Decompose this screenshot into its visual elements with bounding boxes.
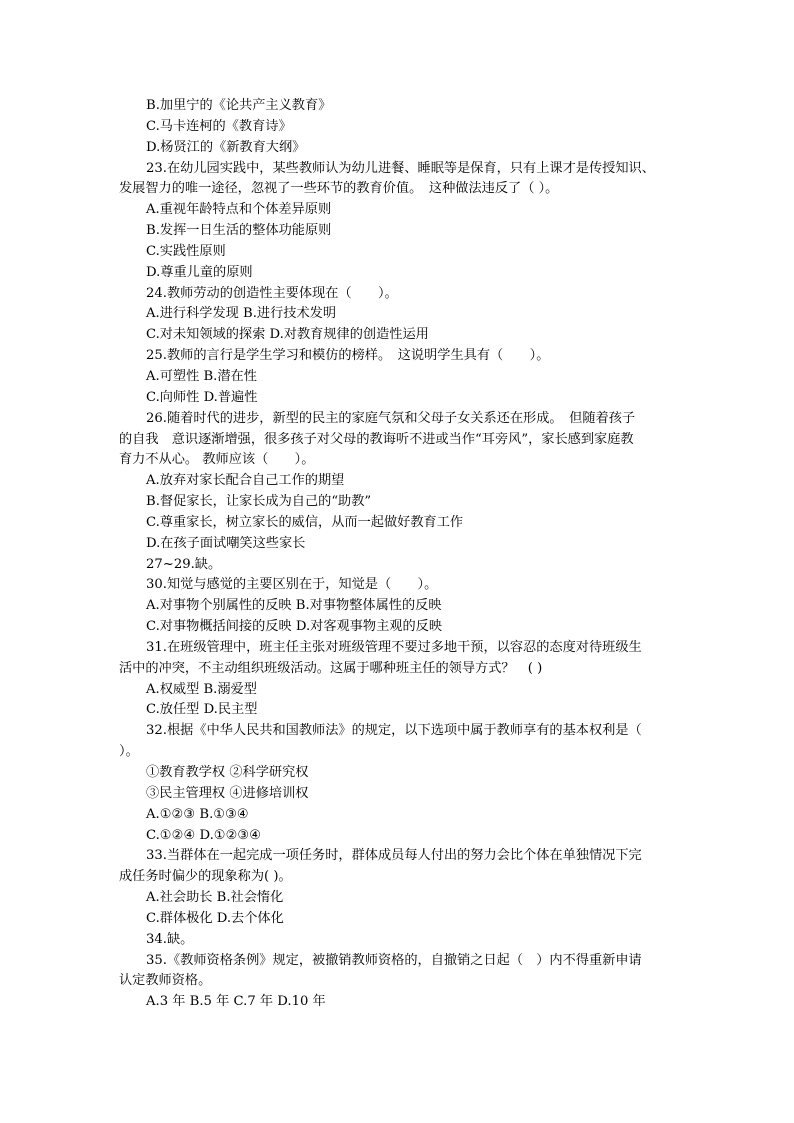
question-line: 26.随着时代的进步，新型的民主的家庭气氛和父母子女关系还在形成。 但随着孩子	[146, 410, 636, 426]
answer-option-line: C.尊重家长，树立家长的威信，从而一起做好教育工作	[146, 514, 464, 530]
continuation-line: 认定教师资格。	[119, 973, 212, 989]
answer-option-line: C.向师性 D.普遍性	[146, 389, 258, 405]
question-line: 23.在幼儿园实践中，某些教师认为幼儿进餐、睡眠等是保育，只有上课才是传授知识、	[146, 160, 655, 176]
continuation-line: 活中的冲突，不主动组织班级活动。这属于哪种班主任的领导方式？ ( )	[119, 660, 543, 676]
continuation-line: ）。	[119, 744, 139, 760]
answer-option-line: ①教育教学权 ②科学研究权	[146, 765, 309, 780]
answer-option-line: A.可塑性 B.潜在性	[146, 368, 257, 384]
answer-option-line: A.权威型 B.溺爱型	[146, 681, 257, 697]
answer-option-line: A.3 年 B.5 年 C.7 年 D.10 年	[146, 994, 326, 1010]
answer-option-line: A.对事物个别属性的反映 B.对事物整体属性的反映	[146, 598, 442, 614]
question-line: 25.教师的言行是学生学习和模仿的榜样。 这说明学生具有（ ）。	[146, 348, 550, 364]
answer-option-line: A.①②③ B.①③④	[146, 806, 249, 822]
question-line: 30.知觉与感觉的主要区别在于，知觉是（ ）。	[146, 577, 438, 593]
answer-option-line: B.督促家长，让家长成为自己的“助教”	[146, 494, 372, 510]
answer-option-line: A.进行科学发现 B.进行技术发明	[146, 306, 337, 322]
continuation-line: 发展智力的唯一途径，忽视了一些环节的教育价值。 这种做法违反了（ ）。	[119, 181, 559, 197]
answer-option-line: ③民主管理权 ④进修培训权	[146, 785, 309, 801]
answer-option-line: C.对事物概括间接的反映 D.对客观事物主观的反映	[146, 619, 443, 635]
question-line: 24.教师劳动的创造性主要体现在（ ）。	[146, 285, 398, 301]
continuation-line: 成任务时偏少的现象称为( )。	[119, 869, 292, 885]
answer-option-line: A.放弃对家长配合自己工作的期望	[146, 473, 345, 489]
answer-option-line: C.①②④ D.①②③④	[146, 827, 262, 843]
answer-option-line: D.尊重儿童的原则	[146, 264, 253, 280]
answer-option-line: A.社会助长 B.社会惰化	[146, 890, 284, 906]
exam-text-body	[119, 96, 684, 1013]
answer-option-line: C.放任型 D.民主型	[146, 702, 258, 718]
answer-option-line: C.对未知领域的探索 D.对教育规律的创造性运用	[146, 327, 429, 343]
answer-option-line: B.发挥一日生活的整体功能原则	[146, 223, 332, 239]
answer-option-line: C.群体极化 D.去个体化	[146, 910, 284, 926]
answer-option-line: C.马卡连柯的《教育诗》	[146, 118, 292, 134]
question-line: 34.缺。	[146, 931, 194, 947]
question-line: 35.《教师资格条例》规定，被撤销教师资格的，自撤销之日起（ ）内不得重新申请	[146, 952, 642, 968]
question-line: 27~29.缺。	[146, 556, 222, 572]
answer-option-line: D.杨贤江的《新教育大纲》	[146, 139, 306, 155]
answer-option-line: C.实践性原则	[146, 243, 226, 259]
question-line: 31.在班级管理中，班主任主张对班级管理不要过多地干预，以容忍的态度对待班级生	[146, 639, 642, 655]
question-line: 32.根据《中华人民共和国教师法》的规定，以下选项中属于教师享有的基本权利是（	[146, 723, 642, 739]
continuation-line: 的自我 意识逐渐增强，很多孩子对父母的教诲听不进或当作“耳旁风”，家长感到家庭教	[119, 431, 634, 447]
question-line: 33.当群体在一起完成一项任务时，群体成员每人付出的努力会比个体在单独情况下完	[146, 848, 642, 864]
answer-option-line: B.加里宁的《论共产主义教育》	[146, 98, 332, 113]
continuation-line: 育力不从心。 教师应该（ ）。	[119, 452, 315, 468]
answer-option-line: D.在孩子面试嘲笑这些家长	[146, 535, 306, 551]
answer-option-line: A.重视年龄特点和个体差异原则	[146, 202, 332, 218]
